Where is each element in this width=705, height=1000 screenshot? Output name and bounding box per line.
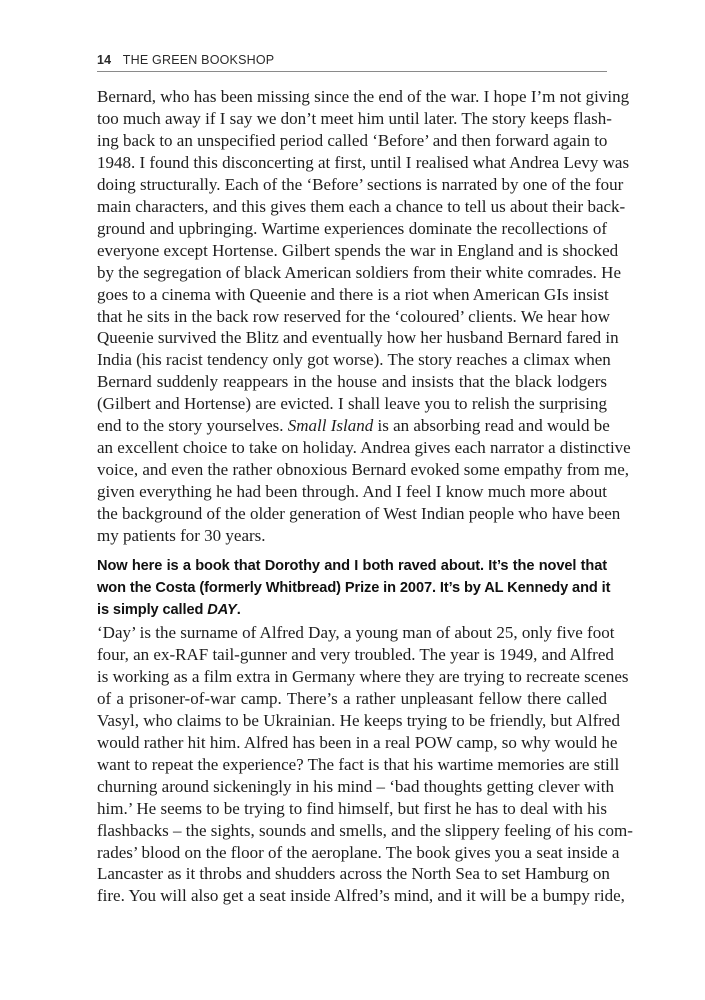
text-line: Queenie survived the Blitz and eventually how her husband Bernard fared in: [97, 328, 619, 348]
text-line: India (his racist tendency only got worse). The story reaches a climax when: [97, 350, 611, 370]
text-line: too much away if I say we don’t meet him until later. The story keeps flash-: [97, 108, 612, 128]
text-fragment: end to the story yourselves.: [97, 416, 288, 436]
text-fragment: is simply called: [97, 602, 208, 618]
text-line: my patients for 30 years.: [97, 526, 266, 546]
heading-line: [97, 599, 607, 621]
text-line: main characters, and this gives them each a chance to tell us about their back-: [97, 196, 626, 216]
running-title: THE GREEN BOOKSHOP: [122, 53, 275, 67]
text-line: goes to a cinema with Queenie and there is a riot when American GIs insist: [97, 284, 609, 304]
paragraph-day-review: [97, 622, 633, 907]
header-rule: [97, 71, 607, 72]
text-line: doing structurally. Each of the ‘Before’ sections is narrated by one of the four: [97, 174, 624, 194]
page-number: 14: [97, 53, 112, 67]
text-line: ground and upbringing. Wartime experiences dominate the recollections of: [97, 218, 607, 238]
text-line: Bernard suddenly reappears in the house and insists that the black lodgers: [97, 372, 607, 392]
paragraph-small-island-review: [97, 86, 631, 547]
text-line: is working as a film extra in Germany where they are trying to recreate scenes: [97, 666, 629, 686]
text-line: rades’ blood on the floor of the aeroplane. The book gives you a seat inside a: [97, 842, 620, 862]
text-line: him.’ He seems to be trying to find himself, but first he has to deal with his: [97, 798, 607, 818]
text-line: of a prisoner-of-war camp. There’s a rather unpleasant fellow there called: [97, 688, 607, 708]
text-line: by the segregation of black American soldiers from their white comrades. He: [97, 262, 621, 282]
text-line: would rather hit him. Alfred has been in a real POW camp, so why would he: [97, 732, 618, 752]
text-line: (Gilbert and Hortense) are evicted. I shall leave you to relish the surprising: [97, 394, 607, 414]
text-fragment: is an absorbing read and would be: [373, 416, 610, 436]
book-title-day: DAY: [207, 602, 237, 618]
text-line: want to repeat the experience? The fact is that his wartime memories are still: [97, 754, 620, 774]
text-line: four, an ex-RAF tail-gunner and very troubled. The year is 1949, and Alfred: [97, 644, 614, 664]
text-line: Bernard, who has been missing since the end of the war. I hope I’m not giving: [97, 87, 630, 106]
text-line: voice, and even the rather obnoxious Bernard evoked some empathy from me,: [97, 460, 630, 480]
text-line: Vasyl, who claims to be Ukrainian. He keeps trying to be friendly, but Alfred: [97, 710, 620, 730]
text-line: an excellent choice to take on holiday. Andrea gives each narrator a distinctive: [97, 438, 631, 458]
book-title-small-island: Small Island: [287, 416, 374, 436]
text-line: given everything he had been through. And I feel I know much more about: [97, 482, 607, 502]
text-line: that he sits in the back row reserved for the ‘coloured’ clients. We hear how: [97, 306, 611, 326]
text-line: flashbacks – the sights, sounds and smells, and the slippery feeling of his com-: [97, 820, 633, 840]
text-line: Lancaster as it throbs and shudders across the North Sea to set Hamburg on: [97, 864, 610, 884]
section-heading-day: [97, 555, 611, 621]
text-line: churning around sickeningly in his mind – ‘bad thoughts getting clever with: [97, 776, 614, 796]
text-fragment: .: [236, 602, 241, 618]
heading-line: won the Costa (formerly Whitbread) Prize in 2007. It’s by AL Kennedy and it: [97, 580, 611, 596]
text-line: everyone except Hortense. Gilbert spends the war in England and is shocked: [97, 240, 619, 260]
text-line: the background of the older generation of West Indian people who have been: [97, 504, 621, 524]
text-line: ing back to an unspecified period called ‘Before’ and then forward again to: [97, 130, 608, 150]
text-line: ‘Day’ is the surname of Alfred Day, a young man of about 25, only five foot: [97, 623, 615, 642]
text-line: [97, 415, 610, 437]
heading-line: Now here is a book that Dorothy and I both raved about. It’s the novel that: [97, 558, 607, 574]
text-line: 1948. I found this disconcerting at first, until I realised what Andrea Levy was: [97, 152, 630, 172]
running-header: [97, 53, 607, 67]
text-line: fire. You will also get a seat inside Alfred’s mind, and it will be a bumpy ride,: [97, 886, 625, 906]
